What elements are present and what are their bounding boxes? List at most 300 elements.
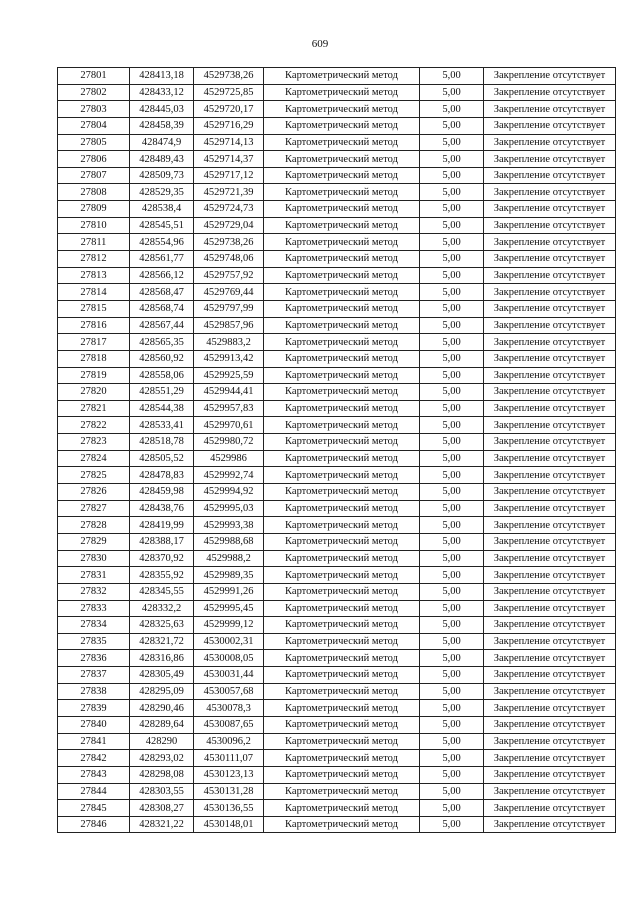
y-coordinate-cell: 4529995,03 — [194, 500, 264, 517]
x-coordinate-cell: 428321,22 — [130, 816, 194, 833]
x-coordinate-cell: 428565,35 — [130, 334, 194, 351]
y-coordinate-cell: 4530096,2 — [194, 733, 264, 750]
x-coordinate-cell: 428518,78 — [130, 434, 194, 451]
method-cell: Картометрический метод — [264, 583, 420, 600]
fixation-note-cell: Закрепление отсутствует — [484, 68, 616, 85]
accuracy-cell: 5,00 — [420, 600, 484, 617]
table-row — [58, 550, 616, 567]
method-cell: Картометрический метод — [264, 151, 420, 168]
method-cell: Картометрический метод — [264, 500, 420, 517]
x-coordinate-cell: 428388,17 — [130, 533, 194, 550]
y-coordinate-cell: 4529986 — [194, 450, 264, 467]
x-coordinate-cell: 428545,51 — [130, 217, 194, 234]
point-number-cell: 27802 — [58, 84, 130, 101]
y-coordinate-cell: 4530002,31 — [194, 633, 264, 650]
method-cell: Картометрический метод — [264, 600, 420, 617]
fixation-note-cell: Закрепление отсутствует — [484, 300, 616, 317]
method-cell: Картометрический метод — [264, 750, 420, 767]
table-row — [58, 700, 616, 717]
y-coordinate-cell: 4529720,17 — [194, 101, 264, 118]
point-number-cell: 27834 — [58, 617, 130, 634]
accuracy-cell: 5,00 — [420, 334, 484, 351]
x-coordinate-cell: 428419,99 — [130, 517, 194, 534]
fixation-note-cell: Закрепление отсутствует — [484, 201, 616, 218]
table-body — [58, 68, 616, 833]
x-coordinate-cell: 428474,9 — [130, 134, 194, 151]
method-cell: Картометрический метод — [264, 550, 420, 567]
y-coordinate-cell: 4529748,06 — [194, 251, 264, 268]
table-row — [58, 716, 616, 733]
method-cell: Картометрический метод — [264, 667, 420, 684]
fixation-note-cell: Закрепление отсутствует — [484, 317, 616, 334]
point-number-cell: 27841 — [58, 733, 130, 750]
method-cell: Картометрический метод — [264, 167, 420, 184]
method-cell: Картометрический метод — [264, 400, 420, 417]
x-coordinate-cell: 428345,55 — [130, 583, 194, 600]
accuracy-cell: 5,00 — [420, 533, 484, 550]
point-number-cell: 27825 — [58, 467, 130, 484]
table-row — [58, 517, 616, 534]
y-coordinate-cell: 4529716,29 — [194, 117, 264, 134]
y-coordinate-cell: 4530008,05 — [194, 650, 264, 667]
method-cell: Картометрический метод — [264, 317, 420, 334]
table-row — [58, 184, 616, 201]
x-coordinate-cell: 428538,4 — [130, 201, 194, 218]
x-coordinate-cell: 428433,12 — [130, 84, 194, 101]
x-coordinate-cell: 428566,12 — [130, 267, 194, 284]
point-number-cell: 27818 — [58, 350, 130, 367]
y-coordinate-cell: 4530087,65 — [194, 716, 264, 733]
x-coordinate-cell: 428316,86 — [130, 650, 194, 667]
y-coordinate-cell: 4529989,35 — [194, 567, 264, 584]
method-cell: Картометрический метод — [264, 700, 420, 717]
method-cell: Картометрический метод — [264, 300, 420, 317]
method-cell: Картометрический метод — [264, 533, 420, 550]
point-number-cell: 27813 — [58, 267, 130, 284]
x-coordinate-cell: 428325,63 — [130, 617, 194, 634]
table-row — [58, 84, 616, 101]
x-coordinate-cell: 428560,92 — [130, 350, 194, 367]
x-coordinate-cell: 428505,52 — [130, 450, 194, 467]
coordinates-table — [57, 67, 616, 833]
y-coordinate-cell: 4529857,96 — [194, 317, 264, 334]
point-number-cell: 27803 — [58, 101, 130, 118]
point-number-cell: 27838 — [58, 683, 130, 700]
x-coordinate-cell: 428295,09 — [130, 683, 194, 700]
accuracy-cell: 5,00 — [420, 167, 484, 184]
accuracy-cell: 5,00 — [420, 350, 484, 367]
fixation-note-cell: Закрепление отсутствует — [484, 633, 616, 650]
table-row — [58, 633, 616, 650]
x-coordinate-cell: 428529,35 — [130, 184, 194, 201]
fixation-note-cell: Закрепление отсутствует — [484, 134, 616, 151]
table-row — [58, 783, 616, 800]
method-cell: Картометрический метод — [264, 633, 420, 650]
accuracy-cell: 5,00 — [420, 716, 484, 733]
table-row — [58, 683, 616, 700]
point-number-cell: 27833 — [58, 600, 130, 617]
point-number-cell: 27827 — [58, 500, 130, 517]
fixation-note-cell: Закрепление отсутствует — [484, 800, 616, 817]
x-coordinate-cell: 428413,18 — [130, 68, 194, 85]
fixation-note-cell: Закрепление отсутствует — [484, 234, 616, 251]
y-coordinate-cell: 4529883,2 — [194, 334, 264, 351]
y-coordinate-cell: 4529738,26 — [194, 68, 264, 85]
table-row — [58, 151, 616, 168]
table-row — [58, 733, 616, 750]
point-number-cell: 27823 — [58, 434, 130, 451]
point-number-cell: 27840 — [58, 716, 130, 733]
accuracy-cell: 5,00 — [420, 667, 484, 684]
method-cell: Картометрический метод — [264, 384, 420, 401]
method-cell: Картометрический метод — [264, 650, 420, 667]
accuracy-cell: 5,00 — [420, 151, 484, 168]
point-number-cell: 27808 — [58, 184, 130, 201]
accuracy-cell: 5,00 — [420, 184, 484, 201]
x-coordinate-cell: 428561,77 — [130, 251, 194, 268]
fixation-note-cell: Закрепление отсутствует — [484, 251, 616, 268]
point-number-cell: 27806 — [58, 151, 130, 168]
y-coordinate-cell: 4529714,37 — [194, 151, 264, 168]
y-coordinate-cell: 4530031,44 — [194, 667, 264, 684]
point-number-cell: 27805 — [58, 134, 130, 151]
method-cell: Картометрический метод — [264, 284, 420, 301]
table-row — [58, 583, 616, 600]
point-number-cell: 27830 — [58, 550, 130, 567]
fixation-note-cell: Закрепление отсутствует — [484, 533, 616, 550]
x-coordinate-cell: 428332,2 — [130, 600, 194, 617]
y-coordinate-cell: 4530123,13 — [194, 766, 264, 783]
fixation-note-cell: Закрепление отсутствует — [484, 117, 616, 134]
fixation-note-cell: Закрепление отсутствует — [484, 733, 616, 750]
table-row — [58, 400, 616, 417]
fixation-note-cell: Закрепление отсутствует — [484, 500, 616, 517]
accuracy-cell: 5,00 — [420, 434, 484, 451]
accuracy-cell: 5,00 — [420, 816, 484, 833]
table-row — [58, 234, 616, 251]
accuracy-cell: 5,00 — [420, 484, 484, 501]
method-cell: Картометрический метод — [264, 117, 420, 134]
table-row — [58, 201, 616, 218]
point-number-cell: 27843 — [58, 766, 130, 783]
method-cell: Картометрический метод — [264, 467, 420, 484]
y-coordinate-cell: 4530131,28 — [194, 783, 264, 800]
x-coordinate-cell: 428308,27 — [130, 800, 194, 817]
table-row — [58, 567, 616, 584]
point-number-cell: 27846 — [58, 816, 130, 833]
fixation-note-cell: Закрепление отсутствует — [484, 667, 616, 684]
fixation-note-cell: Закрепление отсутствует — [484, 334, 616, 351]
accuracy-cell: 5,00 — [420, 251, 484, 268]
method-cell: Картометрический метод — [264, 800, 420, 817]
method-cell: Картометрический метод — [264, 267, 420, 284]
y-coordinate-cell: 4529797,99 — [194, 300, 264, 317]
point-number-cell: 27801 — [58, 68, 130, 85]
y-coordinate-cell: 4529757,92 — [194, 267, 264, 284]
point-number-cell: 27826 — [58, 484, 130, 501]
method-cell: Картометрический метод — [264, 783, 420, 800]
fixation-note-cell: Закрепление отсутствует — [484, 367, 616, 384]
point-number-cell: 27814 — [58, 284, 130, 301]
table-row — [58, 317, 616, 334]
point-number-cell: 27812 — [58, 251, 130, 268]
fixation-note-cell: Закрепление отсутствует — [484, 450, 616, 467]
fixation-note-cell: Закрепление отсутствует — [484, 750, 616, 767]
y-coordinate-cell: 4529999,12 — [194, 617, 264, 634]
point-number-cell: 27809 — [58, 201, 130, 218]
accuracy-cell: 5,00 — [420, 84, 484, 101]
accuracy-cell: 5,00 — [420, 217, 484, 234]
fixation-note-cell: Закрепление отсутствует — [484, 434, 616, 451]
y-coordinate-cell: 4529980,72 — [194, 434, 264, 451]
table-row — [58, 816, 616, 833]
table-row — [58, 68, 616, 85]
y-coordinate-cell: 4529721,39 — [194, 184, 264, 201]
accuracy-cell: 5,00 — [420, 201, 484, 218]
y-coordinate-cell: 4529988,68 — [194, 533, 264, 550]
y-coordinate-cell: 4529944,41 — [194, 384, 264, 401]
accuracy-cell: 5,00 — [420, 300, 484, 317]
fixation-note-cell: Закрепление отсутствует — [484, 517, 616, 534]
accuracy-cell: 5,00 — [420, 783, 484, 800]
method-cell: Картометрический метод — [264, 766, 420, 783]
method-cell: Картометрический метод — [264, 617, 420, 634]
fixation-note-cell: Закрепление отсутствует — [484, 567, 616, 584]
method-cell: Картометрический метод — [264, 234, 420, 251]
accuracy-cell: 5,00 — [420, 450, 484, 467]
point-number-cell: 27837 — [58, 667, 130, 684]
x-coordinate-cell: 428290 — [130, 733, 194, 750]
fixation-note-cell: Закрепление отсутствует — [484, 151, 616, 168]
method-cell: Картометрический метод — [264, 101, 420, 118]
fixation-note-cell: Закрепление отсутствует — [484, 484, 616, 501]
table-row — [58, 334, 616, 351]
table-row — [58, 101, 616, 118]
accuracy-cell: 5,00 — [420, 700, 484, 717]
table-row — [58, 417, 616, 434]
point-number-cell: 27816 — [58, 317, 130, 334]
accuracy-cell: 5,00 — [420, 517, 484, 534]
method-cell: Картометрический метод — [264, 217, 420, 234]
table-row — [58, 384, 616, 401]
point-number-cell: 27815 — [58, 300, 130, 317]
method-cell: Картометрический метод — [264, 816, 420, 833]
x-coordinate-cell: 428489,43 — [130, 151, 194, 168]
fixation-note-cell: Закрепление отсутствует — [484, 167, 616, 184]
point-number-cell: 27835 — [58, 633, 130, 650]
x-coordinate-cell: 428458,39 — [130, 117, 194, 134]
x-coordinate-cell: 428533,41 — [130, 417, 194, 434]
x-coordinate-cell: 428355,92 — [130, 567, 194, 584]
table-row — [58, 117, 616, 134]
table-row — [58, 500, 616, 517]
fixation-note-cell: Закрепление отсутствует — [484, 583, 616, 600]
fixation-note-cell: Закрепление отсутствует — [484, 600, 616, 617]
fixation-note-cell: Закрепление отсутствует — [484, 617, 616, 634]
accuracy-cell: 5,00 — [420, 101, 484, 118]
fixation-note-cell: Закрепление отсутствует — [484, 816, 616, 833]
x-coordinate-cell: 428567,44 — [130, 317, 194, 334]
y-coordinate-cell: 4529729,04 — [194, 217, 264, 234]
accuracy-cell: 5,00 — [420, 400, 484, 417]
accuracy-cell: 5,00 — [420, 633, 484, 650]
point-number-cell: 27820 — [58, 384, 130, 401]
point-number-cell: 27821 — [58, 400, 130, 417]
y-coordinate-cell: 4529970,61 — [194, 417, 264, 434]
table-row — [58, 300, 616, 317]
accuracy-cell: 5,00 — [420, 68, 484, 85]
x-coordinate-cell: 428370,92 — [130, 550, 194, 567]
table-row — [58, 617, 616, 634]
fixation-note-cell: Закрепление отсутствует — [484, 184, 616, 201]
fixation-note-cell: Закрепление отсутствует — [484, 550, 616, 567]
method-cell: Картометрический метод — [264, 733, 420, 750]
fixation-note-cell: Закрепление отсутствует — [484, 84, 616, 101]
table-row — [58, 434, 616, 451]
method-cell: Картометрический метод — [264, 84, 420, 101]
table-row — [58, 667, 616, 684]
x-coordinate-cell: 428305,49 — [130, 667, 194, 684]
accuracy-cell: 5,00 — [420, 384, 484, 401]
fixation-note-cell: Закрепление отсутствует — [484, 700, 616, 717]
y-coordinate-cell: 4530057,68 — [194, 683, 264, 700]
table-row — [58, 750, 616, 767]
page-number: 609 — [311, 38, 329, 50]
y-coordinate-cell: 4529738,26 — [194, 234, 264, 251]
fixation-note-cell: Закрепление отсутствует — [484, 384, 616, 401]
y-coordinate-cell: 4529717,12 — [194, 167, 264, 184]
y-coordinate-cell: 4529957,83 — [194, 400, 264, 417]
accuracy-cell: 5,00 — [420, 650, 484, 667]
point-number-cell: 27824 — [58, 450, 130, 467]
table-row — [58, 251, 616, 268]
point-number-cell: 27828 — [58, 517, 130, 534]
fixation-note-cell: Закрепление отсутствует — [484, 766, 616, 783]
method-cell: Картометрический метод — [264, 201, 420, 218]
accuracy-cell: 5,00 — [420, 617, 484, 634]
table-row — [58, 350, 616, 367]
x-coordinate-cell: 428438,76 — [130, 500, 194, 517]
point-number-cell: 27810 — [58, 217, 130, 234]
method-cell: Картометрический метод — [264, 334, 420, 351]
x-coordinate-cell: 428321,72 — [130, 633, 194, 650]
point-number-cell: 27822 — [58, 417, 130, 434]
point-number-cell: 27804 — [58, 117, 130, 134]
x-coordinate-cell: 428568,74 — [130, 300, 194, 317]
method-cell: Картометрический метод — [264, 350, 420, 367]
y-coordinate-cell: 4529925,59 — [194, 367, 264, 384]
method-cell: Картометрический метод — [264, 683, 420, 700]
table-row — [58, 766, 616, 783]
fixation-note-cell: Закрепление отсутствует — [484, 683, 616, 700]
method-cell: Картометрический метод — [264, 517, 420, 534]
accuracy-cell: 5,00 — [420, 583, 484, 600]
point-number-cell: 27845 — [58, 800, 130, 817]
accuracy-cell: 5,00 — [420, 284, 484, 301]
table-row — [58, 600, 616, 617]
y-coordinate-cell: 4529725,85 — [194, 84, 264, 101]
accuracy-cell: 5,00 — [420, 500, 484, 517]
method-cell: Картометрический метод — [264, 134, 420, 151]
y-coordinate-cell: 4529992,74 — [194, 467, 264, 484]
point-number-cell: 27832 — [58, 583, 130, 600]
fixation-note-cell: Закрепление отсутствует — [484, 400, 616, 417]
y-coordinate-cell: 4529769,44 — [194, 284, 264, 301]
point-number-cell: 27817 — [58, 334, 130, 351]
x-coordinate-cell: 428509,73 — [130, 167, 194, 184]
fixation-note-cell: Закрепление отсутствует — [484, 417, 616, 434]
fixation-note-cell: Закрепление отсутствует — [484, 101, 616, 118]
table-row — [58, 450, 616, 467]
x-coordinate-cell: 428551,29 — [130, 384, 194, 401]
method-cell: Картометрический метод — [264, 184, 420, 201]
x-coordinate-cell: 428293,02 — [130, 750, 194, 767]
x-coordinate-cell: 428445,03 — [130, 101, 194, 118]
method-cell: Картометрический метод — [264, 450, 420, 467]
table-row — [58, 484, 616, 501]
accuracy-cell: 5,00 — [420, 766, 484, 783]
accuracy-cell: 5,00 — [420, 317, 484, 334]
x-coordinate-cell: 428289,64 — [130, 716, 194, 733]
point-number-cell: 27831 — [58, 567, 130, 584]
x-coordinate-cell: 428554,96 — [130, 234, 194, 251]
table-row — [58, 217, 616, 234]
x-coordinate-cell: 428298,08 — [130, 766, 194, 783]
fixation-note-cell: Закрепление отсутствует — [484, 716, 616, 733]
method-cell: Картометрический метод — [264, 434, 420, 451]
fixation-note-cell: Закрепление отсутствует — [484, 284, 616, 301]
fixation-note-cell: Закрепление отсутствует — [484, 217, 616, 234]
fixation-note-cell: Закрепление отсутствует — [484, 467, 616, 484]
method-cell: Картометрический метод — [264, 484, 420, 501]
point-number-cell: 27844 — [58, 783, 130, 800]
point-number-cell: 27829 — [58, 533, 130, 550]
accuracy-cell: 5,00 — [420, 750, 484, 767]
accuracy-cell: 5,00 — [420, 550, 484, 567]
accuracy-cell: 5,00 — [420, 117, 484, 134]
point-number-cell: 27839 — [58, 700, 130, 717]
y-coordinate-cell: 4529714,13 — [194, 134, 264, 151]
accuracy-cell: 5,00 — [420, 367, 484, 384]
x-coordinate-cell: 428568,47 — [130, 284, 194, 301]
table-row — [58, 800, 616, 817]
x-coordinate-cell: 428558,06 — [130, 367, 194, 384]
y-coordinate-cell: 4529724,73 — [194, 201, 264, 218]
point-number-cell: 27811 — [58, 234, 130, 251]
table-row — [58, 650, 616, 667]
point-number-cell: 27842 — [58, 750, 130, 767]
method-cell: Картометрический метод — [264, 716, 420, 733]
fixation-note-cell: Закрепление отсутствует — [484, 650, 616, 667]
accuracy-cell: 5,00 — [420, 467, 484, 484]
table-row — [58, 134, 616, 151]
y-coordinate-cell: 4529913,42 — [194, 350, 264, 367]
method-cell: Картометрический метод — [264, 367, 420, 384]
y-coordinate-cell: 4530078,3 — [194, 700, 264, 717]
point-number-cell: 27807 — [58, 167, 130, 184]
point-number-cell: 27836 — [58, 650, 130, 667]
method-cell: Картометрический метод — [264, 417, 420, 434]
y-coordinate-cell: 4529988,2 — [194, 550, 264, 567]
method-cell: Картометрический метод — [264, 68, 420, 85]
x-coordinate-cell: 428290,46 — [130, 700, 194, 717]
table-row — [58, 284, 616, 301]
method-cell: Картометрический метод — [264, 251, 420, 268]
y-coordinate-cell: 4529995,45 — [194, 600, 264, 617]
table-row — [58, 267, 616, 284]
table-row — [58, 467, 616, 484]
y-coordinate-cell: 4530111,07 — [194, 750, 264, 767]
